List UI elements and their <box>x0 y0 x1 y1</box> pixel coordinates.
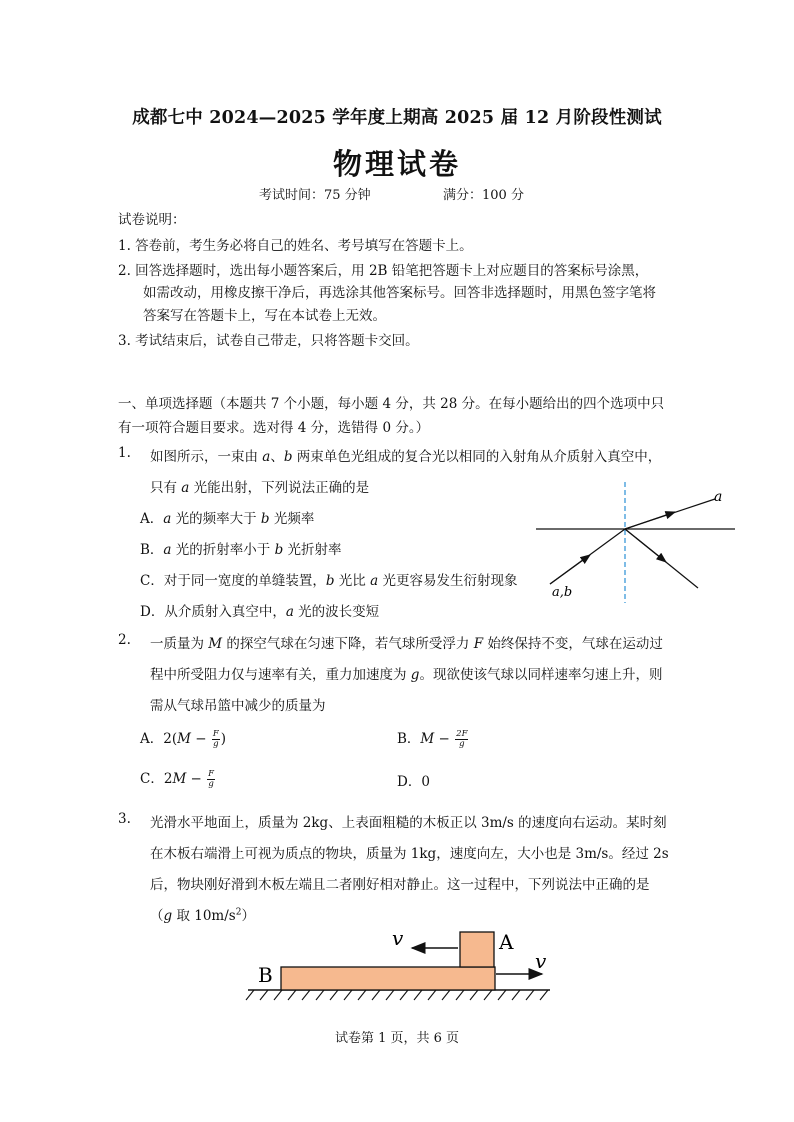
question-3-text-cont: 后，物块刚好滑到木板左端且二者刚好相对静止。这一过程中，下列说法中正确的是 <box>150 877 650 893</box>
q1-option-a: A．a 光的频率大于 b 光频率 <box>140 511 315 527</box>
reflected-arrow <box>625 529 666 562</box>
label-a: a <box>714 489 723 505</box>
instruction-item-2: 2. 回答选择题时，选出每小题答案后，用 2B 铅笔把答题卡上对应题目的答案标号涂黑， <box>118 263 649 279</box>
exam-title: 成都七中 2024—2025 学年度上期高 2025 届 12 月阶段性测试 <box>132 108 662 128</box>
label-v-block: v <box>392 926 404 950</box>
exam-time: 考试时间：75 分钟 <box>259 188 371 203</box>
question-number: 3. <box>118 811 131 827</box>
q2-option-c: C．2M − $\frac{F}{g}$ <box>140 769 215 789</box>
instruction-item-1: 1. 答卷前，考生务必将自己的姓名、考号填写在答题卡上。 <box>118 238 473 254</box>
instructions-heading: 试卷说明： <box>118 212 186 228</box>
q1-option-c: C．对于同一宽度的单缝装置，b 光比 a 光更容易发生衍射现象 <box>140 573 518 589</box>
board-b <box>281 967 495 990</box>
ground-hatching <box>246 990 548 1000</box>
question-2-text-cont: 程中所受阻力仅与速率有关，重力加速度为 g。现欲使该气球以同样速率匀速上升，则 <box>150 667 663 683</box>
exam-score: 满分：100 分 <box>443 188 524 203</box>
question-3-text-cont: （g 取 $10m/s^2$） <box>150 907 255 924</box>
question-1-text: 如图所示，一束由 a、b 两束单色光组成的复合光以相同的入射角从介质射入真空中， <box>150 449 662 465</box>
incident-arrow <box>550 555 590 584</box>
q1-option-d: D．从介质射入真空中，a 光的波长变短 <box>140 604 380 620</box>
q2-option-b: B．M − $\frac{2F}{g}$ <box>397 729 468 749</box>
section-heading-cont: 有一项符合题目要求。选对得 4 分，选错得 0 分。） <box>118 420 430 436</box>
board-block-diagram <box>240 926 560 1008</box>
instruction-item-2-cont: 如需改动，用橡皮擦干净后，再选涂其他答案标号。回答非选择题时，用黑色签字笔将 <box>143 285 656 301</box>
section-heading: 一、单项选择题（本题共 7 个小题，每小题 4 分，共 28 分。在每小题给出的四个选项中只 <box>118 396 665 412</box>
label-a-block: A <box>499 930 514 954</box>
block-a <box>460 932 494 967</box>
label-v-board: v <box>535 949 547 973</box>
refracted-arrow <box>625 512 675 529</box>
subject-title: 物理试卷 <box>332 147 461 181</box>
question-3-text: 光滑水平地面上，质量为 2kg、上表面粗糙的木板正以 3m/s 的速度向右运动。某时刻 <box>150 815 667 831</box>
q2-option-a: A．2(M − $\frac{F}{g}$ ) <box>140 729 227 749</box>
q1-option-b: B．a 光的折射率小于 b 光折射率 <box>140 542 342 558</box>
page-footer: 试卷第 1 页，共 6 页 <box>334 1031 460 1046</box>
question-2-text-cont: 需从气球吊篮中减少的质量为 <box>150 698 326 714</box>
label-ab: a,b <box>552 585 573 600</box>
instruction-item-3: 3. 考试结束后，试卷自己带走，只将答题卡交回。 <box>118 333 419 349</box>
refraction-diagram <box>530 478 745 608</box>
question-number: 1. <box>118 445 131 461</box>
label-b-board: B <box>258 963 273 987</box>
question-2-text: 一质量为 M 的探空气球在匀速下降，若气球所受浮力 F 始终保持不变，气球在运动过 <box>150 636 663 652</box>
question-number: 2. <box>118 632 131 648</box>
instruction-item-2-cont: 答案写在答题卡上，写在本试卷上无效。 <box>143 308 386 324</box>
question-1-text-cont: 只有 a 光能出射，下列说法正确的是 <box>150 480 370 496</box>
question-3-text-cont: 在木板右端滑上可视为质点的物块，质量为 1kg，速度向左，大小也是 3m/s。经过 2s <box>150 846 669 862</box>
q2-option-d: D．0 <box>397 774 430 790</box>
